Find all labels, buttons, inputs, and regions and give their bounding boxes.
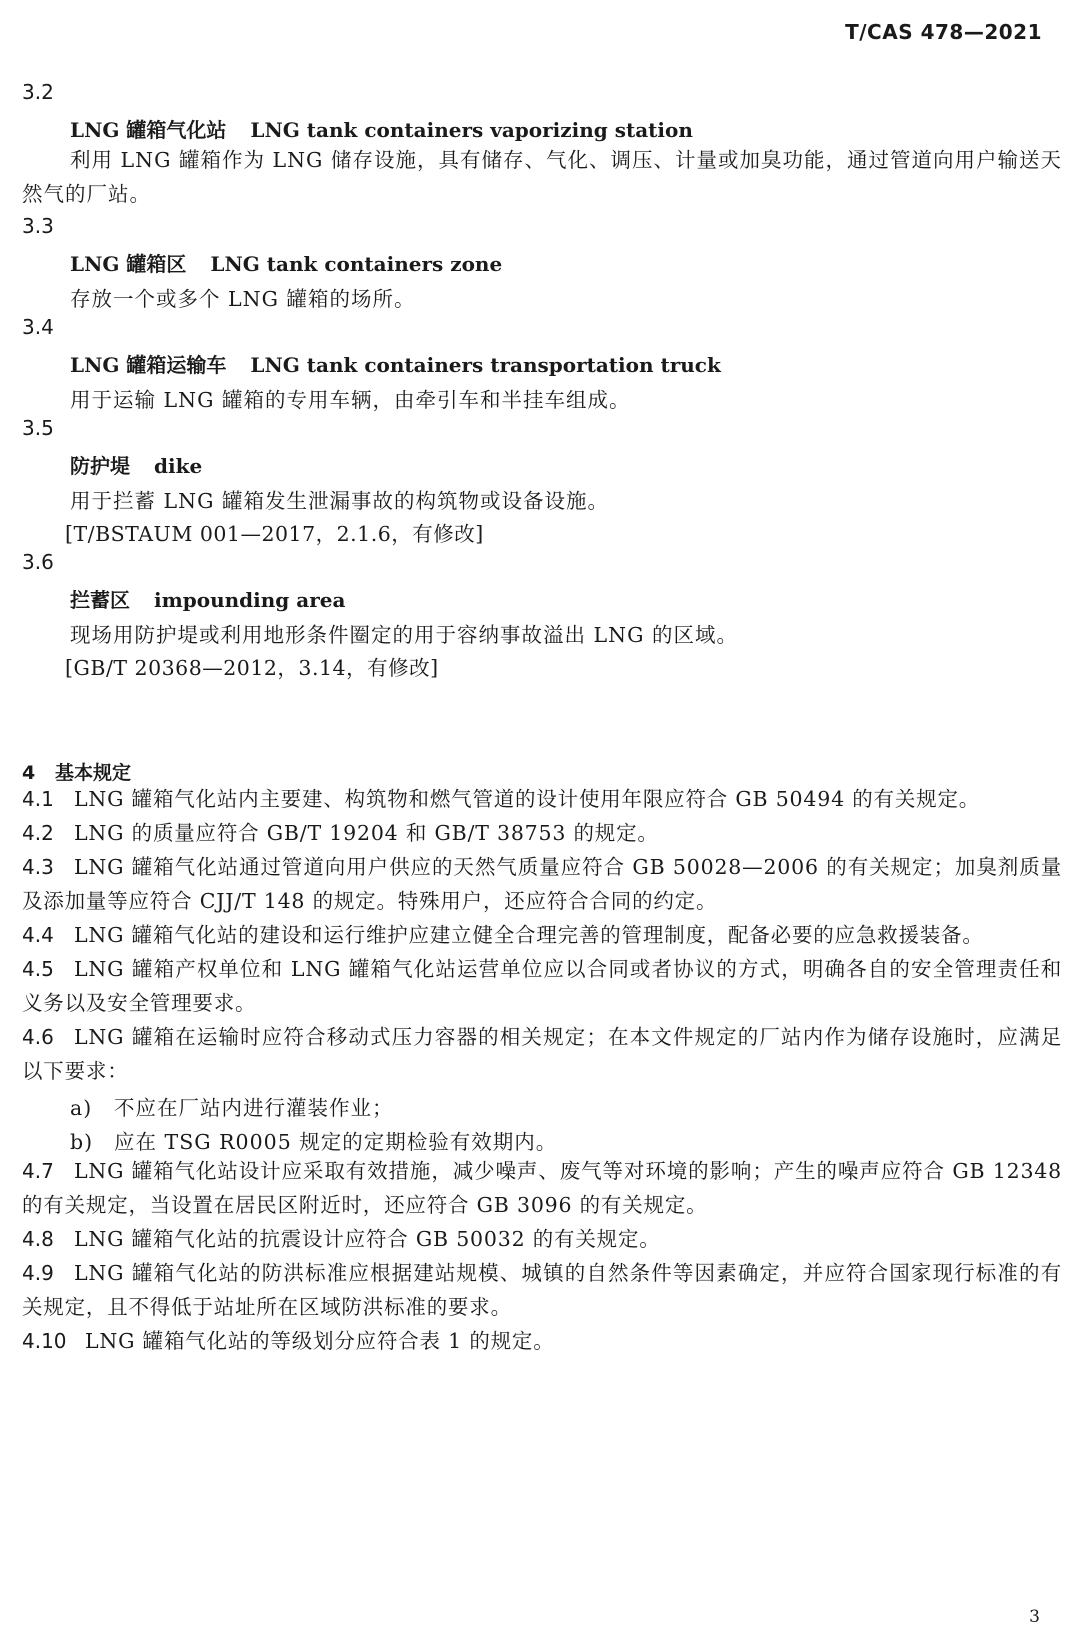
clause-number: 4.5 (22, 957, 54, 981)
clause-text: LNG 的质量应符合 GB/T 19204 和 GB/T 38753 的规定。 (74, 821, 659, 845)
term-definition: 存放一个或多个 LNG 罐箱的场所。 (70, 287, 416, 311)
term-title-en: impounding area (154, 588, 346, 612)
clause (22, 952, 1062, 1020)
term-title-cn: LNG 罐箱区 (70, 252, 187, 276)
term-title-en: LNG tank containers vaporizing station (250, 118, 693, 142)
clause (22, 850, 1062, 918)
page-number: 3 (1029, 1607, 1040, 1627)
list-item (70, 1125, 557, 1155)
clause-text: LNG 罐箱气化站通过管道向用户供应的天然气质量应符合 GB 50028—2006 的有关规定；加臭剂质量及添加量等应符合 CJJ/T 148 的规定。特殊用户，还应符合合同的约定。 (22, 855, 1062, 913)
clause (22, 1324, 1062, 1358)
term-definition: 用于拦蓄 LNG 罐箱发生泄漏事故的构筑物或设备设施。 (70, 489, 609, 513)
list-item-label: a) (70, 1096, 93, 1120)
section-number: 4 (22, 762, 36, 784)
clause (22, 1256, 1062, 1324)
clause (22, 782, 1062, 816)
term-definition: 现场用防护堤或利用地形条件圈定的用于容纳事故溢出 LNG 的区域。 (70, 623, 738, 647)
clause-number: 4.10 (22, 1329, 67, 1353)
section-title: 基本规定 (55, 762, 132, 784)
document-code: T/CAS 478—2021 (845, 20, 1042, 44)
clause-number: 4.2 (22, 821, 54, 845)
clause-text: LNG 罐箱气化站的建设和运行维护应建立健全合理完善的管理制度，配备必要的应急救援装备。 (74, 923, 984, 947)
term-number: 3.4 (22, 315, 54, 339)
term-title (70, 450, 202, 479)
section-heading (22, 758, 131, 785)
clause (22, 918, 1062, 952)
term-title-cn: 拦蓄区 (70, 588, 130, 612)
term-number: 3.6 (22, 550, 54, 574)
clause-text: LNG 罐箱产权单位和 LNG 罐箱气化站运营单位应以合同或者协议的方式，明确各自的安全管理责任和义务以及安全管理要求。 (22, 957, 1062, 1015)
term-definition: 利用 LNG 罐箱作为 LNG 储存设施，具有储存、气化、调压、计量或加臭功能，通过管道向用户输送天然气的厂站。 (22, 148, 1062, 206)
term-title-en: LNG tank containers transportation truck (250, 353, 721, 377)
term-definition: 用于运输 LNG 罐箱的专用车辆，由牵引车和半挂车组成。 (70, 388, 631, 412)
list-item (70, 1091, 394, 1121)
clause-number: 4.7 (22, 1159, 54, 1183)
clause-text: LNG 罐箱气化站的防洪标准应根据建站规模、城镇的自然条件等因素确定，并应符合国家现行标准的有关规定，且不得低于站址所在区域防洪标准的要求。 (22, 1261, 1062, 1319)
clause-text: LNG 罐箱气化站内主要建、构筑物和燃气管道的设计使用年限应符合 GB 50494 的有关规定。 (74, 787, 981, 811)
term-title-cn: LNG 罐箱运输车 (70, 353, 227, 377)
term-title-cn: LNG 罐箱气化站 (70, 118, 227, 142)
term-title-en: dike (154, 454, 203, 478)
clause (22, 816, 1062, 850)
clause-number: 4.8 (22, 1227, 54, 1251)
clause (22, 1020, 1062, 1088)
clause (22, 1154, 1062, 1222)
term-number: 3.2 (22, 80, 54, 104)
clause-text: LNG 罐箱气化站的等级划分应符合表 1 的规定。 (85, 1329, 555, 1353)
term-title (70, 584, 345, 613)
term-title (70, 248, 502, 277)
term-number: 3.3 (22, 214, 54, 238)
clause (22, 1222, 1062, 1256)
list-item-label: b) (70, 1130, 94, 1154)
list-item-text: 应在 TSG R0005 规定的定期检验有效期内。 (114, 1130, 558, 1154)
term-number: 3.5 (22, 416, 54, 440)
term-title (70, 349, 721, 378)
clause-text: LNG 罐箱气化站的抗震设计应符合 GB 50032 的有关规定。 (74, 1227, 661, 1251)
clause-number: 4.3 (22, 855, 54, 879)
clause-number: 4.9 (22, 1261, 54, 1285)
clause-text: LNG 罐箱气化站设计应采取有效措施，减少噪声、废气等对环境的影响；产生的噪声应符合 GB 12348的有关规定，当设置在居民区附近时，还应符合 GB 3096 的有关规定。 (22, 1159, 1062, 1217)
term-title-en: LNG tank containers zone (210, 252, 503, 276)
clause-number: 4.4 (22, 923, 54, 947)
term-source: [T/BSTAUM 001—2017，2.1.6，有修改] (65, 522, 484, 546)
term-title (70, 114, 693, 143)
term-source: [GB/T 20368—2012，3.14，有修改] (65, 656, 439, 680)
clause-number: 4.6 (22, 1025, 54, 1049)
term-title-cn: 防护堤 (70, 454, 130, 478)
clause-text: LNG 罐箱在运输时应符合移动式压力容器的相关规定；在本文件规定的厂站内作为储存设施时，应满足以下要求： (22, 1025, 1062, 1083)
list-item-text: 不应在厂站内进行灌装作业； (114, 1096, 394, 1120)
clause-number: 4.1 (22, 787, 54, 811)
